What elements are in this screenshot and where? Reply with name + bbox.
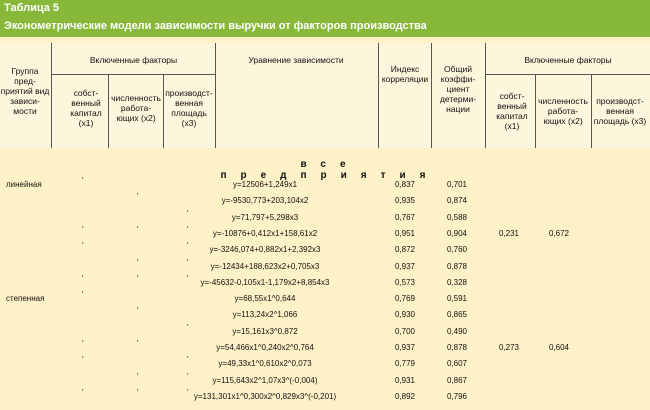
- factor-included-mark: ': [187, 322, 189, 332]
- row-factor-x1: 0,273: [498, 343, 520, 352]
- header-r3: производст- венная площадь (x3): [593, 95, 647, 126]
- row-equation: y=131,301x1^0,300x2^0,829x3^(-0,201): [193, 391, 337, 401]
- header-divider: [215, 43, 216, 148]
- row-group-label: линейная: [6, 180, 42, 189]
- factor-included-mark: ': [187, 257, 189, 267]
- row-equation: y=-9530,773+203,104x2: [221, 196, 309, 206]
- row-equation: y=115,643x2^1,07x3^(-0,004): [212, 375, 318, 385]
- row-correlation-index: 0,935: [394, 196, 416, 206]
- row-equation: y=12506+1,249x1: [232, 180, 298, 189]
- row-correlation-index: 0,931: [394, 375, 416, 385]
- row-correlation-index: 0,779: [394, 359, 416, 369]
- row-correlation-index: 0,937: [394, 261, 416, 271]
- factor-included-mark: ': [187, 224, 189, 234]
- factor-included-mark: ': [137, 273, 139, 283]
- header-equation: Уравнение зависимости: [248, 55, 344, 65]
- row-equation: y=54,466x1^0,240x2^0,764: [216, 343, 314, 352]
- factor-included-mark: ': [82, 387, 84, 397]
- row-correlation-index: 0,872: [394, 245, 416, 255]
- row-determination-coef: 0,878: [446, 343, 468, 352]
- factor-included-mark: ': [137, 224, 139, 234]
- row-determination-coef: 0,867: [446, 375, 468, 385]
- row-correlation-index: 0,700: [394, 326, 416, 336]
- header-coef: Общий коэффи- циент детерми- нации: [439, 63, 477, 114]
- factor-included-mark: ': [187, 208, 189, 218]
- row-correlation-index: 0,892: [394, 391, 416, 401]
- factor-included-mark: ': [82, 355, 84, 365]
- header-divider: [431, 43, 432, 148]
- factor-included-mark: ': [82, 176, 84, 185]
- row-factor-x1: 0,231: [498, 228, 520, 238]
- row-determination-coef: 0,328: [446, 277, 468, 287]
- row-determination-coef: 0,701: [446, 180, 468, 189]
- header-divider: [108, 75, 109, 148]
- row-determination-coef: 0,490: [446, 326, 468, 336]
- row-correlation-index: 0,767: [394, 212, 416, 222]
- factor-included-mark: ': [137, 387, 139, 397]
- row-determination-coef: 0,904: [446, 228, 468, 238]
- row-equation: y=-10876+0,412x1+158,61x2: [212, 228, 318, 238]
- header-divider: [378, 43, 379, 148]
- header-included-right: Включенные факторы: [524, 55, 612, 65]
- factor-included-mark: ': [82, 290, 84, 300]
- factor-included-mark: ': [82, 339, 84, 348]
- row-equation: y=71,797+5,298x3: [231, 212, 299, 222]
- row-equation: y=68,55x1^0,644: [234, 294, 296, 304]
- row-determination-coef: 0,591: [446, 294, 468, 304]
- factor-included-mark: ': [82, 224, 84, 234]
- row-correlation-index: 0,837: [394, 180, 416, 189]
- row-equation: y=-3246,074+0,882x1+2,392x3: [209, 245, 321, 255]
- row-correlation-index: 0,930: [394, 310, 416, 320]
- header-f1: собст- венный капитал (x1): [70, 88, 102, 128]
- factor-included-mark: ': [137, 192, 139, 202]
- row-correlation-index: 0,573: [394, 277, 416, 287]
- factor-included-mark: ': [137, 306, 139, 316]
- row-correlation-index: 0,951: [394, 228, 416, 238]
- row-equation: y=-45632-0,105x1-1,179x2+8,854x3: [200, 277, 330, 287]
- header-f2: численность работа- ющих (x2): [111, 93, 161, 123]
- header-divider: [591, 75, 592, 148]
- row-determination-coef: 0,796: [446, 391, 468, 401]
- row-determination-coef: 0,760: [446, 245, 468, 255]
- row-factor-x2: 0,604: [548, 343, 570, 352]
- header-group: Группа пред- приятий вид зависи- мости: [0, 66, 50, 116]
- factor-included-mark: ': [137, 371, 139, 381]
- row-factor-x2: 0,672: [548, 228, 570, 238]
- row-determination-coef: 0,878: [446, 261, 468, 271]
- header-included-left: Включенные факторы: [89, 55, 178, 65]
- row-determination-coef: 0,874: [446, 196, 468, 206]
- table-number: Таблица 5: [4, 2, 60, 14]
- header-divider: [485, 43, 486, 148]
- row-group-label: степенная: [6, 294, 45, 304]
- factor-included-mark: ': [187, 273, 189, 283]
- factor-included-mark: ': [137, 339, 139, 348]
- row-determination-coef: 0,588: [446, 212, 468, 222]
- section-all-enterprises: все предприятия: [220, 159, 440, 181]
- row-equation: y=-12434+188,623x2+0,705x3: [210, 261, 320, 271]
- header-r2: численность работа- ющих (x2): [538, 95, 588, 126]
- row-determination-coef: 0,607: [446, 359, 468, 369]
- header-divider: [163, 75, 164, 148]
- header-rule: [52, 74, 215, 75]
- header-divider: [535, 75, 536, 148]
- header-rule: [486, 74, 650, 75]
- factor-included-mark: ': [187, 355, 189, 365]
- header-divider: [51, 43, 52, 148]
- header-r1: собст- венный капитал (x1): [496, 90, 528, 131]
- factor-included-mark: ': [137, 257, 139, 267]
- table-title: Эконометрические модели зависимости выручки от факторов производства: [4, 20, 427, 32]
- row-equation: y=49,33x1^0,610x2^0,073: [218, 359, 312, 369]
- row-equation: y=15,161x3^0,872: [232, 326, 298, 336]
- factor-included-mark: ': [82, 273, 84, 283]
- factor-included-mark: ': [187, 387, 189, 397]
- row-correlation-index: 0,769: [394, 294, 416, 304]
- factor-included-mark: ': [187, 241, 189, 251]
- title-banner: [0, 0, 650, 37]
- row-equation: y=113,24x2^1,066: [232, 310, 298, 320]
- table-header: [0, 43, 650, 148]
- row-determination-coef: 0,865: [446, 310, 468, 320]
- factor-included-mark: ': [82, 241, 84, 251]
- header-f3: производст- венная площадь (x3): [165, 88, 213, 128]
- factor-included-mark: ': [187, 371, 189, 381]
- row-correlation-index: 0,937: [394, 343, 416, 352]
- header-index: Индекс корреляции: [381, 63, 429, 84]
